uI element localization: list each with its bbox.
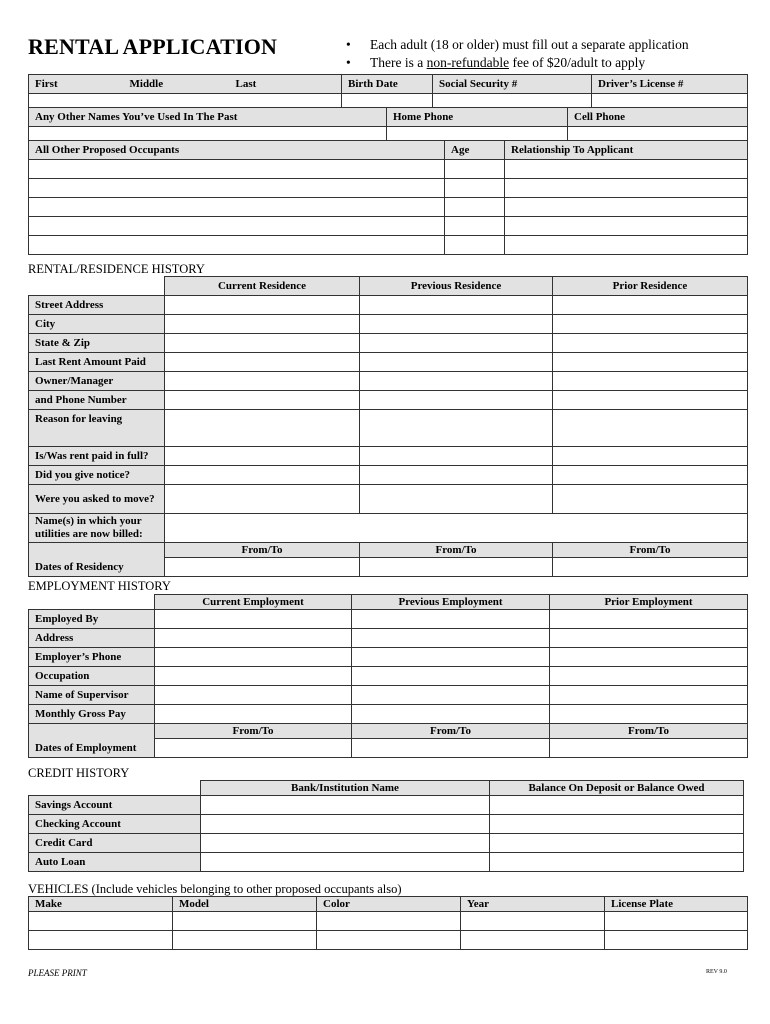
cell-phone-label: Cell Phone (568, 108, 748, 127)
reason-leaving-label: Reason for leaving (29, 410, 165, 447)
notice-label: Did you give notice? (29, 466, 165, 485)
color-header: Color (317, 897, 461, 912)
vehicle-model-field[interactable] (173, 912, 317, 931)
residence-field[interactable] (165, 315, 360, 334)
year-header: Year (461, 897, 605, 912)
from-to-header: From/To (165, 543, 360, 558)
instruction-emphasis: non-refundable (426, 55, 510, 70)
from-to-header: From/To (550, 724, 748, 739)
employment-field[interactable] (352, 705, 550, 724)
credit-field[interactable] (201, 815, 490, 834)
vehicle-color-field[interactable] (317, 912, 461, 931)
employment-field[interactable] (352, 610, 550, 629)
credit-history-table (28, 780, 744, 872)
age-label: Age (445, 141, 505, 160)
occupants-label: All Other Proposed Occupants (29, 141, 445, 160)
occupant-name-field[interactable] (29, 160, 445, 179)
employment-history-heading: EMPLOYMENT HISTORY (28, 579, 171, 593)
employment-field[interactable] (550, 705, 748, 724)
residence-field[interactable] (165, 296, 360, 315)
occupant-relationship-field[interactable] (505, 198, 748, 217)
instruction-text: Each adult (18 or older) must fill out a separate application (370, 37, 689, 52)
rental-history-table (28, 276, 748, 577)
credit-field[interactable] (201, 853, 490, 872)
employment-field[interactable] (155, 667, 352, 686)
last-rent-label: Last Rent Amount Paid (29, 353, 165, 372)
first-name-label: First (29, 75, 124, 94)
credit-field[interactable] (490, 834, 744, 853)
page-title: RENTAL APPLICATION (28, 34, 278, 59)
residence-field[interactable] (553, 466, 748, 485)
employment-field[interactable] (550, 667, 748, 686)
from-to-header: From/To (360, 543, 553, 558)
occupant-age-field[interactable] (445, 236, 505, 255)
relationship-label: Relationship To Applicant (505, 141, 748, 160)
model-header: Model (173, 897, 317, 912)
make-header: Make (29, 897, 173, 912)
occupant-age-field[interactable] (445, 217, 505, 236)
employment-history-table (28, 594, 748, 758)
credit-field[interactable] (201, 796, 490, 815)
residence-field[interactable] (360, 410, 553, 447)
occupant-relationship-field[interactable] (505, 160, 748, 179)
occupant-name-field[interactable] (29, 198, 445, 217)
please-print-note: PLEASE PRINT (28, 968, 87, 978)
residence-field[interactable] (553, 353, 748, 372)
from-to-header: From/To (352, 724, 550, 739)
instruction-text: There is a (370, 55, 427, 70)
employment-field[interactable] (352, 629, 550, 648)
middle-name-label: Middle (124, 75, 230, 94)
residence-field[interactable] (553, 372, 748, 391)
occupant-relationship-field[interactable] (505, 179, 748, 198)
credit-field[interactable] (490, 796, 744, 815)
vehicle-year-field[interactable] (461, 931, 605, 950)
residence-field[interactable] (360, 466, 553, 485)
rent-paid-label: Is/Was rent paid in full? (29, 447, 165, 466)
vehicle-make-field[interactable] (29, 912, 173, 931)
bank-name-header: Bank/Institution Name (201, 781, 490, 796)
employment-field[interactable] (352, 667, 550, 686)
credit-field[interactable] (490, 853, 744, 872)
employment-field[interactable] (352, 686, 550, 705)
employment-field[interactable] (155, 629, 352, 648)
vehicle-year-field[interactable] (461, 912, 605, 931)
home-phone-label: Home Phone (387, 108, 568, 127)
residence-field[interactable] (553, 447, 748, 466)
gross-pay-label: Monthly Gross Pay (29, 705, 155, 724)
occupant-age-field[interactable] (445, 198, 505, 217)
drivers-license-label: Driver’s License # (592, 75, 748, 94)
bullet-icon: • (346, 55, 351, 70)
occupant-relationship-field[interactable] (505, 236, 748, 255)
prior-employment-header: Prior Employment (550, 595, 748, 610)
bullet-icon: • (346, 37, 351, 52)
credit-history-heading: CREDIT HISTORY (28, 766, 130, 780)
residence-field[interactable] (360, 334, 553, 353)
birth-date-label: Birth Date (342, 75, 433, 94)
residency-dates-field[interactable] (165, 558, 360, 577)
checking-account-label: Checking Account (29, 815, 201, 834)
residence-field[interactable] (165, 353, 360, 372)
credit-field[interactable] (201, 834, 490, 853)
instruction-text: fee of $20/adult to apply (509, 55, 646, 70)
employer-address-label: Address (29, 629, 155, 648)
occupants-table (28, 140, 748, 255)
employment-field[interactable] (550, 686, 748, 705)
residence-field[interactable] (553, 315, 748, 334)
license-plate-header: License Plate (605, 897, 748, 912)
employment-field[interactable] (155, 648, 352, 667)
residence-field[interactable] (553, 485, 748, 514)
residence-field[interactable] (360, 353, 553, 372)
prior-residence-header: Prior Residence (553, 277, 748, 296)
dates-residency-label: Dates of Residency (29, 558, 165, 577)
instructions-list (346, 36, 689, 72)
previous-employment-header: Previous Employment (352, 595, 550, 610)
utilities-field[interactable] (165, 514, 748, 543)
occupant-age-field[interactable] (445, 160, 505, 179)
residence-field[interactable] (360, 315, 553, 334)
residence-field[interactable] (165, 372, 360, 391)
revision-label: REV 9.0 (706, 969, 727, 975)
vehicle-plate-field[interactable] (605, 931, 748, 950)
residence-field[interactable] (165, 466, 360, 485)
occupation-label: Occupation (29, 667, 155, 686)
dates-employment-label: Dates of Employment (29, 739, 155, 758)
utilities-label: Name(s) in which your utilities are now billed: (29, 514, 165, 543)
state-zip-label: State & Zip (29, 334, 165, 353)
credit-card-label: Credit Card (29, 834, 201, 853)
residence-field[interactable] (165, 410, 360, 447)
employment-field[interactable] (550, 610, 748, 629)
vehicle-color-field[interactable] (317, 931, 461, 950)
occupant-relationship-field[interactable] (505, 217, 748, 236)
from-to-header: From/To (155, 724, 352, 739)
rental-history-heading: RENTAL/RESIDENCE HISTORY (28, 262, 205, 276)
from-to-header: From/To (553, 543, 748, 558)
city-label: City (29, 315, 165, 334)
previous-residence-header: Previous Residence (360, 277, 553, 296)
employment-dates-field[interactable] (550, 739, 748, 758)
occupant-age-field[interactable] (445, 179, 505, 198)
instruction-item (346, 54, 689, 72)
employer-phone-label: Employer’s Phone (29, 648, 155, 667)
street-address-label: Street Address (29, 296, 165, 315)
residence-field[interactable] (360, 372, 553, 391)
residence-field[interactable] (165, 334, 360, 353)
employment-dates-field[interactable] (155, 739, 352, 758)
owner-manager-label: Owner/Manager (29, 372, 165, 391)
residency-dates-field[interactable] (553, 558, 748, 577)
residence-field[interactable] (553, 391, 748, 410)
current-residence-header: Current Residence (165, 277, 360, 296)
asked-to-move-label: Were you asked to move? (29, 485, 165, 514)
auto-loan-label: Auto Loan (29, 853, 201, 872)
current-employment-header: Current Employment (155, 595, 352, 610)
employment-field[interactable] (155, 705, 352, 724)
residence-field[interactable] (360, 485, 553, 514)
employment-dates-field[interactable] (352, 739, 550, 758)
balance-header: Balance On Deposit or Balance Owed (490, 781, 744, 796)
supervisor-label: Name of Supervisor (29, 686, 155, 705)
residence-field[interactable] (360, 447, 553, 466)
residence-field[interactable] (165, 485, 360, 514)
employed-by-label: Employed By (29, 610, 155, 629)
vehicles-heading: VEHICLES (Include vehicles belonging to other proposed occupants also) (28, 882, 402, 896)
residence-field[interactable] (553, 410, 748, 447)
residence-field[interactable] (360, 296, 553, 315)
savings-account-label: Savings Account (29, 796, 201, 815)
occupant-name-field[interactable] (29, 236, 445, 255)
credit-field[interactable] (490, 815, 744, 834)
vehicle-model-field[interactable] (173, 931, 317, 950)
employment-field[interactable] (155, 610, 352, 629)
other-names-label: Any Other Names You’ve Used In The Past (29, 108, 387, 127)
manager-phone-label: and Phone Number (29, 391, 165, 410)
employment-field[interactable] (550, 648, 748, 667)
employment-field[interactable] (352, 648, 550, 667)
vehicle-plate-field[interactable] (605, 912, 748, 931)
residence-field[interactable] (165, 447, 360, 466)
ssn-label: Social Security # (433, 75, 592, 94)
vehicles-table (28, 896, 748, 950)
employment-field[interactable] (155, 686, 352, 705)
residency-dates-field[interactable] (360, 558, 553, 577)
residence-field[interactable] (553, 334, 748, 353)
vehicle-make-field[interactable] (29, 931, 173, 950)
occupant-name-field[interactable] (29, 179, 445, 198)
residence-field[interactable] (553, 296, 748, 315)
employment-field[interactable] (550, 629, 748, 648)
residence-field[interactable] (360, 391, 553, 410)
last-name-label: Last (230, 75, 342, 94)
residence-field[interactable] (165, 391, 360, 410)
instruction-item (346, 36, 689, 54)
occupant-name-field[interactable] (29, 217, 445, 236)
